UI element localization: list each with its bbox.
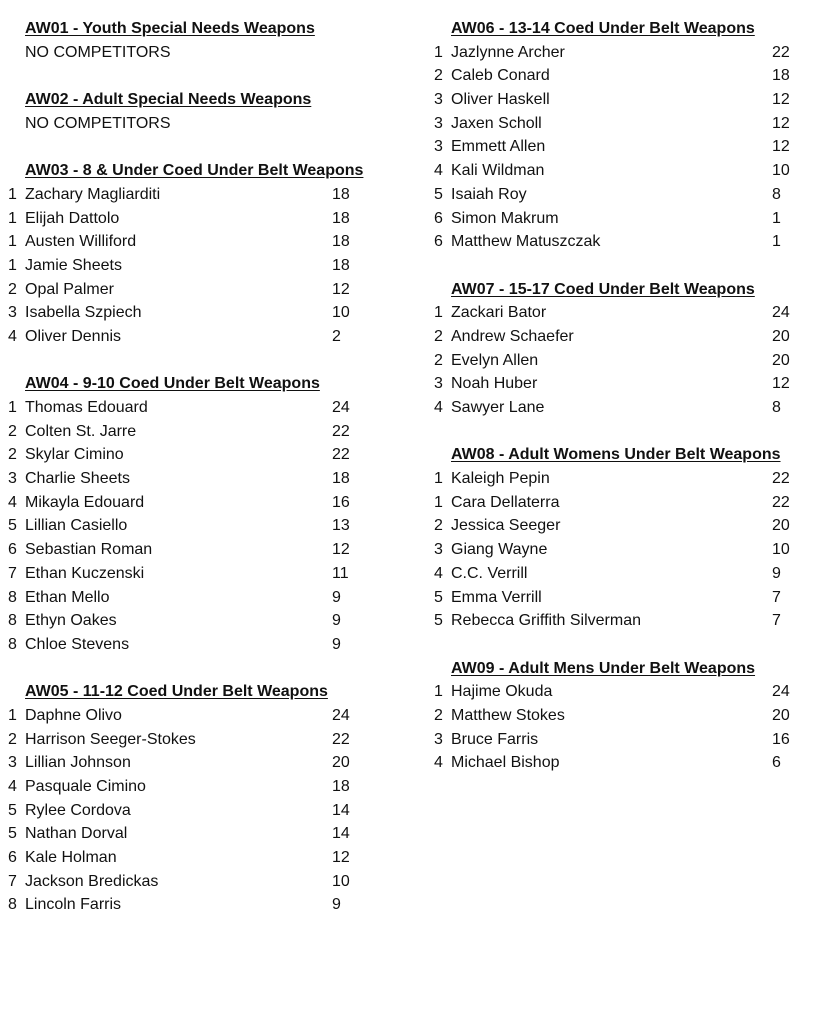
result-row (8, 396, 408, 420)
competitor-name: Charlie Sheets (25, 470, 130, 488)
competitor-name: Andrew Schaefer (451, 327, 574, 345)
place-number: 4 (434, 399, 443, 416)
place-number: 5 (434, 588, 443, 606)
competitor-name: Cara Dellaterra (451, 493, 560, 511)
result-row (434, 751, 814, 775)
place-number: 5 (434, 612, 443, 630)
competitor-name: Emmett Allen (451, 138, 546, 156)
result-row (434, 728, 814, 752)
place-number: 2 (434, 517, 443, 535)
competitor-name: Matthew Matuszczak (451, 233, 601, 251)
place-number: 2 (8, 730, 17, 748)
points-value: 8 (772, 399, 781, 416)
competitor-name: Caleb Conard (451, 67, 550, 85)
points-value: 2 (332, 327, 341, 345)
result-row (434, 301, 814, 325)
place-number: 3 (8, 304, 17, 322)
result-row (8, 491, 408, 515)
place-number: 2 (8, 446, 17, 464)
place-number: 5 (8, 517, 17, 535)
points-value: 18 (332, 778, 350, 795)
competitor-name: Sebastian Roman (25, 541, 153, 559)
points-value: 22 (332, 730, 350, 748)
place-number: 8 (8, 635, 17, 653)
points-value: 12 (772, 138, 790, 156)
place-number: 1 (434, 470, 443, 488)
result-row (434, 230, 814, 254)
place-number: 4 (434, 564, 443, 582)
place-number: 6 (8, 541, 17, 559)
points-value: 24 (772, 304, 790, 322)
division-title: AW09 - Adult Mens Under Belt Weapons (451, 659, 756, 677)
result-row (434, 467, 814, 491)
place-number: 1 (8, 185, 17, 203)
points-value: 24 (332, 399, 350, 416)
place-number: 1 (434, 683, 443, 701)
points-value: 18 (332, 233, 350, 251)
competitor-name: Matthew Stokes (451, 706, 565, 724)
points-value: 12 (772, 375, 790, 393)
place-number: 2 (8, 280, 17, 298)
points-value: 18 (332, 470, 350, 488)
result-row (434, 135, 814, 159)
place-number: 1 (8, 233, 17, 251)
result-row (8, 799, 408, 823)
points-value: 9 (332, 635, 341, 653)
division-title: AW08 - Adult Womens Under Belt Weapons (451, 446, 781, 464)
division-title: AW01 - Youth Special Needs Weapons (25, 20, 315, 37)
place-number: 1 (8, 209, 17, 227)
points-value: 11 (332, 564, 349, 582)
points-value: 20 (772, 351, 790, 369)
division-title: AW02 - Adult Special Needs Weapons (25, 91, 312, 109)
points-value: 22 (772, 43, 790, 61)
competitor-name: Emma Verrill (451, 588, 542, 606)
points-value: 12 (332, 280, 350, 298)
competitor-name: Ethyn Oakes (25, 612, 117, 630)
place-number: 2 (434, 67, 443, 85)
place-number: 6 (8, 849, 17, 867)
competitor-name: Zachary Magliarditi (25, 185, 161, 203)
competitor-name: Jazlynne Archer (451, 43, 565, 61)
competitor-name: Jessica Seeger (451, 517, 561, 535)
result-row (8, 633, 408, 657)
result-row (434, 396, 814, 420)
no-competitors-note: NO COMPETITORS (25, 114, 171, 132)
place-number: 1 (434, 304, 443, 322)
results-column-right (434, 17, 814, 799)
points-value: 20 (332, 754, 350, 772)
points-value: 10 (772, 541, 790, 559)
result-row (434, 491, 814, 515)
competitor-name: Rebecca Griffith Silverman (451, 612, 641, 630)
place-number: 1 (8, 399, 17, 416)
division-title: AW06 - 13-14 Coed Under Belt Weapons (451, 20, 755, 37)
competitor-name: Zackari Bator (451, 304, 547, 322)
division-title: AW05 - 11-12 Coed Under Belt Weapons (25, 683, 328, 701)
place-number: 6 (434, 233, 443, 251)
division-title: AW03 - 8 & Under Coed Under Belt Weapons (25, 162, 364, 180)
points-value: 22 (772, 493, 790, 511)
place-number: 1 (8, 706, 17, 724)
points-value: 7 (772, 588, 781, 606)
points-value: 12 (772, 91, 790, 109)
result-row (8, 751, 408, 775)
competitor-name: Simon Makrum (451, 209, 559, 227)
competitor-name: Bruce Farris (451, 730, 539, 748)
result-row (434, 562, 814, 586)
result-row (8, 538, 408, 562)
points-value: 22 (332, 446, 350, 464)
points-value: 24 (332, 706, 350, 724)
division-section (434, 17, 814, 254)
result-row (8, 893, 408, 917)
competitor-name: Elijah Dattolo (25, 209, 120, 227)
result-row (8, 230, 408, 254)
place-number: 1 (434, 493, 443, 511)
points-value: 10 (332, 304, 350, 322)
points-value: 13 (332, 517, 350, 535)
result-row (434, 64, 814, 88)
points-value: 18 (332, 209, 350, 227)
division-section (8, 17, 408, 64)
place-number: 8 (8, 896, 17, 914)
competitor-name: Jackson Bredickas (25, 872, 159, 890)
competitor-name: Oliver Dennis (25, 327, 122, 345)
competitor-name: Mikayla Edouard (25, 493, 145, 511)
competitor-name: Evelyn Allen (451, 351, 539, 369)
competitor-name: Kali Wildman (451, 162, 545, 180)
result-row (8, 609, 408, 633)
competitor-name: Sawyer Lane (451, 399, 545, 416)
competitor-name: Jamie Sheets (25, 256, 122, 274)
competitor-name: Lillian Johnson (25, 754, 131, 772)
points-value: 10 (772, 162, 790, 180)
place-number: 4 (8, 327, 17, 345)
competitor-name: Colten St. Jarre (25, 422, 137, 440)
result-row (8, 254, 408, 278)
place-number: 8 (8, 612, 17, 630)
result-row (434, 538, 814, 562)
division-section (8, 159, 408, 349)
competitor-name: Austen Williford (25, 233, 137, 251)
division-section (8, 88, 408, 135)
points-value: 18 (332, 185, 350, 203)
points-value: 1 (772, 209, 781, 227)
place-number: 5 (8, 801, 17, 819)
points-value: 9 (332, 896, 341, 914)
result-row (434, 325, 814, 349)
division-section (434, 278, 814, 420)
division-title: AW04 - 9-10 Coed Under Belt Weapons (25, 375, 320, 393)
result-row (8, 704, 408, 728)
competitor-name: Oliver Haskell (451, 91, 550, 109)
division-section (8, 372, 408, 656)
competitor-name: Lillian Casiello (25, 517, 128, 535)
no-competitors-note: NO COMPETITORS (25, 43, 171, 61)
place-number: 7 (8, 872, 17, 890)
place-number: 8 (8, 588, 17, 606)
result-row (8, 278, 408, 302)
competitor-name: Noah Huber (451, 375, 538, 393)
result-row (434, 88, 814, 112)
competitor-name: Ethan Kuczenski (25, 564, 145, 582)
result-row (434, 349, 814, 373)
competitor-name: Opal Palmer (25, 280, 114, 298)
place-number: 3 (434, 138, 443, 156)
points-value: 9 (772, 564, 781, 582)
place-number: 3 (434, 541, 443, 559)
points-value: 18 (332, 256, 350, 274)
place-number: 3 (434, 375, 443, 393)
points-value: 1 (772, 233, 781, 251)
competitor-name: Jaxen Scholl (451, 114, 542, 132)
result-row (8, 207, 408, 231)
competitor-name: Kaleigh Pepin (451, 470, 550, 488)
result-row (434, 680, 814, 704)
points-value: 22 (772, 470, 790, 488)
competitor-name: Lincoln Farris (25, 896, 122, 914)
result-row (8, 846, 408, 870)
competitor-name: C.C. Verrill (451, 564, 528, 582)
points-value: 22 (332, 422, 350, 440)
competitor-name: Ethan Mello (25, 588, 110, 606)
place-number: 3 (434, 730, 443, 748)
place-number: 4 (8, 493, 17, 511)
competitor-name: Michael Bishop (451, 754, 560, 772)
division-section (8, 680, 408, 917)
points-value: 10 (332, 872, 350, 890)
place-number: 5 (8, 825, 17, 843)
competitor-name: Kale Holman (25, 849, 117, 867)
result-row (434, 159, 814, 183)
points-value: 9 (332, 588, 341, 606)
division-section (434, 657, 814, 775)
result-row (8, 586, 408, 610)
competitor-name: Isaiah Roy (451, 185, 527, 203)
points-value: 18 (772, 67, 790, 85)
place-number: 5 (434, 185, 443, 203)
division-section (434, 443, 814, 633)
points-value: 12 (332, 849, 350, 867)
result-row (434, 609, 814, 633)
place-number: 2 (434, 706, 443, 724)
place-number: 2 (434, 327, 443, 345)
place-number: 7 (8, 564, 17, 582)
place-number: 6 (434, 209, 443, 227)
points-value: 24 (772, 683, 790, 701)
competitor-name: Chloe Stevens (25, 635, 130, 653)
place-number: 4 (434, 162, 443, 180)
points-value: 9 (332, 612, 341, 630)
result-row (8, 728, 408, 752)
result-row (8, 775, 408, 799)
result-row (434, 372, 814, 396)
result-row (434, 112, 814, 136)
points-value: 14 (332, 825, 350, 843)
result-row (434, 514, 814, 538)
competitor-name: Skylar Cimino (25, 446, 124, 464)
points-value: 8 (772, 185, 781, 203)
points-value: 12 (772, 114, 790, 132)
competitor-name: Daphne Olivo (25, 706, 122, 724)
place-number: 3 (434, 114, 443, 132)
points-value: 6 (772, 754, 781, 772)
points-value: 20 (772, 327, 790, 345)
result-row (8, 562, 408, 586)
points-value: 14 (332, 801, 350, 819)
place-number: 3 (8, 754, 17, 772)
result-row (8, 420, 408, 444)
competitor-name: Giang Wayne (451, 541, 548, 559)
result-row (434, 183, 814, 207)
result-row (434, 704, 814, 728)
result-row (8, 443, 408, 467)
result-row (8, 514, 408, 538)
points-value: 7 (772, 612, 781, 630)
results-column-left (8, 17, 408, 941)
points-value: 12 (332, 541, 350, 559)
points-value: 16 (772, 730, 790, 748)
result-row (434, 41, 814, 65)
place-number: 4 (434, 754, 443, 772)
place-number: 2 (8, 422, 17, 440)
place-number: 4 (8, 778, 17, 795)
result-row (434, 207, 814, 231)
result-row (8, 301, 408, 325)
result-row (8, 822, 408, 846)
place-number: 1 (8, 256, 17, 274)
points-value: 20 (772, 706, 790, 724)
result-row (8, 870, 408, 894)
place-number: 3 (8, 470, 17, 488)
competitor-name: Harrison Seeger-Stokes (25, 730, 196, 748)
result-row (8, 183, 408, 207)
place-number: 1 (434, 43, 443, 61)
competitor-name: Thomas Edouard (25, 399, 148, 416)
competitor-name: Pasquale Cimino (25, 778, 146, 795)
competitor-name: Hajime Okuda (451, 683, 553, 701)
competitor-name: Nathan Dorval (25, 825, 128, 843)
place-number: 3 (434, 91, 443, 109)
competitor-name: Isabella Szpiech (25, 304, 142, 322)
division-title: AW07 - 15-17 Coed Under Belt Weapons (451, 280, 755, 298)
points-value: 20 (772, 517, 790, 535)
competitor-name: Rylee Cordova (25, 801, 131, 819)
place-number: 2 (434, 351, 443, 369)
points-value: 16 (332, 493, 350, 511)
result-row (8, 467, 408, 491)
result-row (8, 325, 408, 349)
result-row (434, 586, 814, 610)
